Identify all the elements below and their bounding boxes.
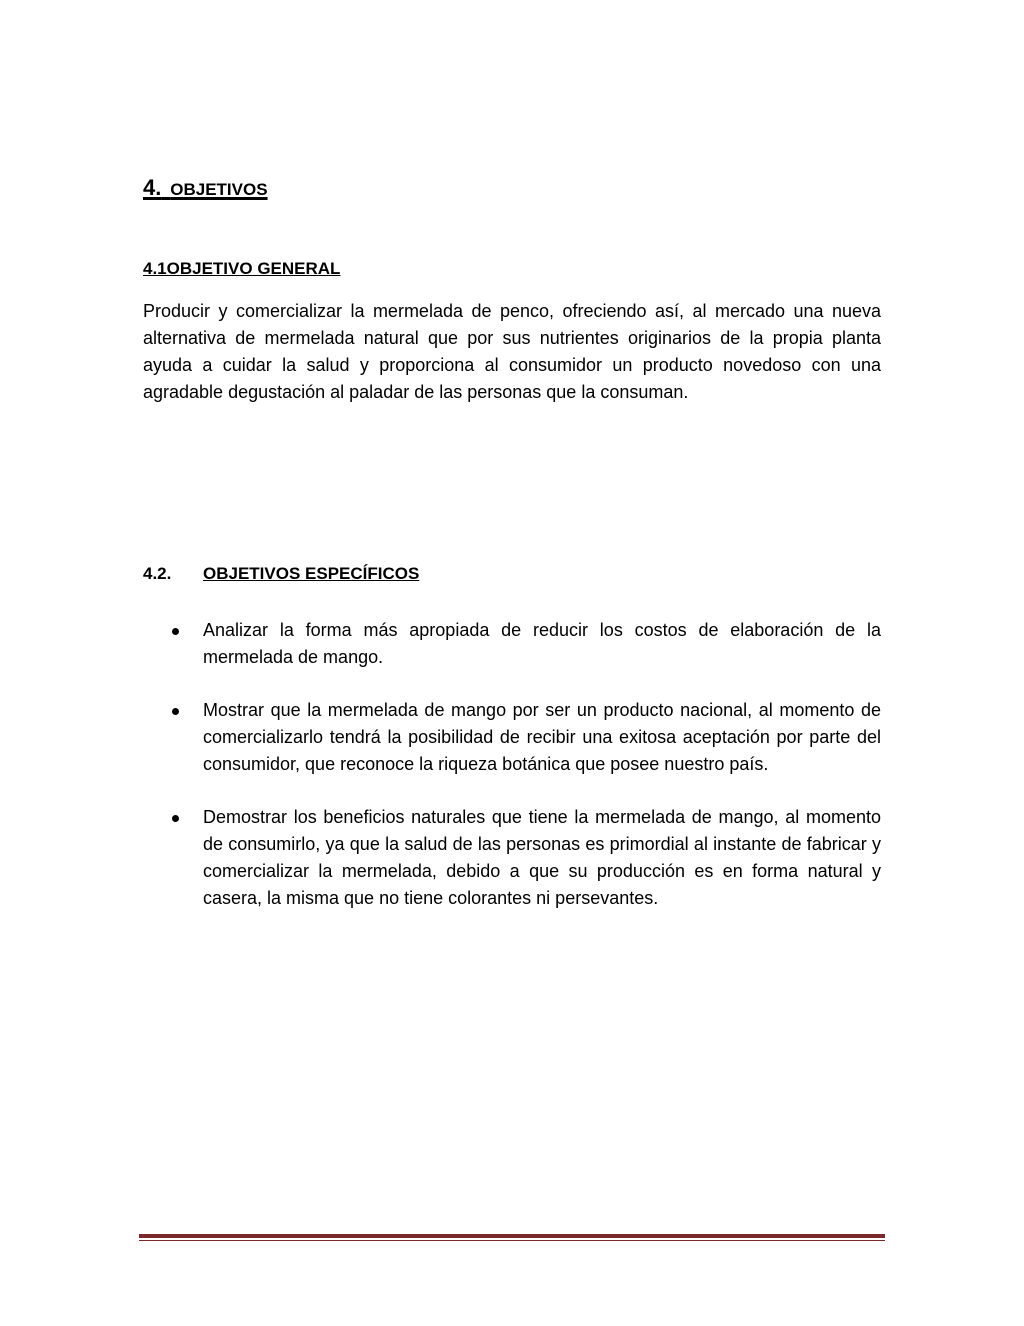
specific-objectives-list bbox=[143, 617, 881, 938]
section-heading bbox=[143, 166, 268, 203]
footer-divider-thin bbox=[139, 1240, 885, 1241]
list-item bbox=[143, 804, 881, 912]
bullet-icon bbox=[172, 815, 179, 822]
list-item-text: Mostrar que la mermelada de mango por ser un producto nacional, al momento de comercializarlo tendrá la posibilidad de recibir una exitosa aceptación por parte del consumidor, que reconoce la riqueza botánica que posee nuestro país. bbox=[203, 700, 881, 774]
list-item bbox=[143, 617, 881, 671]
bullet-icon bbox=[172, 628, 179, 635]
bullet-icon bbox=[172, 708, 179, 715]
footer-divider-thick bbox=[139, 1234, 885, 1238]
specific-objectives-title: OBJETIVOS ESPECÍFICOS bbox=[203, 564, 420, 583]
list-item bbox=[143, 697, 881, 778]
specific-objectives-number: 4.2. bbox=[143, 564, 172, 583]
general-objective-heading: 4.1OBJETIVO GENERAL bbox=[143, 259, 341, 278]
list-item-text: Analizar la forma más apropiada de reducir los costos de elaboración de la mermelada de mango. bbox=[203, 620, 881, 667]
section-title: OBJETIVOS bbox=[170, 180, 268, 199]
section-number: 4. bbox=[143, 175, 162, 200]
list-item-text: Demostrar los beneficios naturales que tiene la mermelada de mango, al momento de consumirlo, ya que la salud de las personas es primordial al instante de fabricar y comercializar la mermelada, debido a que su producción es en forma natural y casera, la misma que no tiene colorantes ni persevantes. bbox=[203, 807, 881, 908]
general-objective-paragraph: Producir y comercializar la mermelada de penco, ofreciendo así, al mercado una nueva alternativa de mermelada natural que por sus nutrientes originarios de la propia planta ayuda a cuidar la salud y proporciona al consumidor un producto novedoso con una agradable degustación al paladar de las personas que la consuman. bbox=[143, 301, 881, 402]
specific-objectives-heading bbox=[143, 564, 419, 584]
